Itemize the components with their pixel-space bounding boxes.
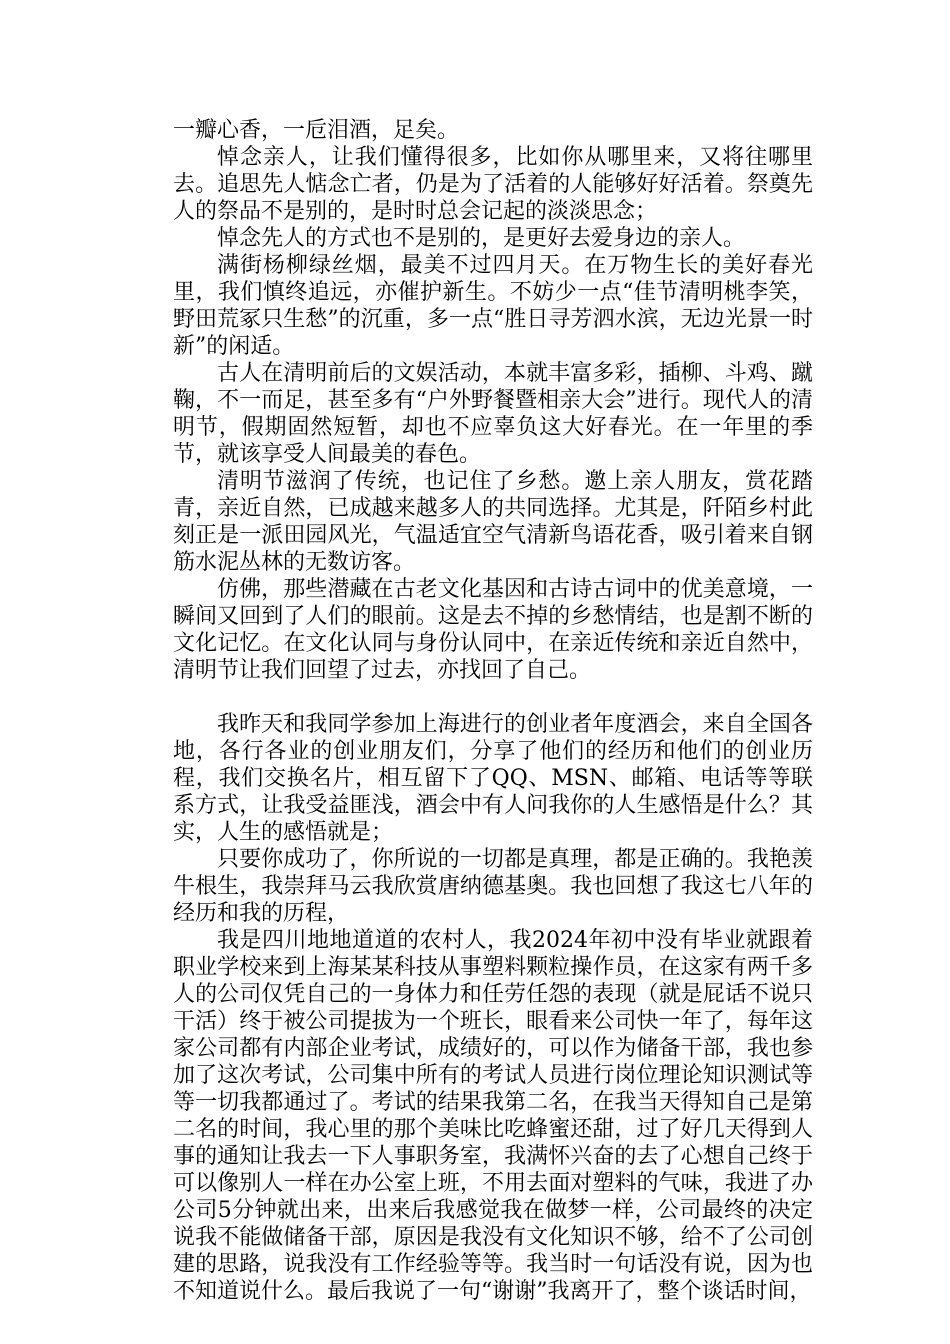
- paragraph-2: 悼念亲人，让我们懂得很多，比如你从哪里来，又将往哪里去。追思先人惦念亡者，仍是为了活着的人能够好好活着。祭奠先人的祭品不是别的，是时时总会记起的淡淡思念；: [173, 145, 813, 224]
- paragraph-8: 我昨天和我同学参加上海进行的创业者年度酒会，来自全国各地，各行各业的创业朋友们，分享了他们的经历和他们的创业历程，我们交换名片，相互留下了QQ、MSN、邮箱、电话等等联系方式，让我受益匪浅，酒会中有人问我你的人生感悟是什么？其实，人生的感悟就是；: [173, 712, 813, 845]
- paragraph-5: 古人在清明前后的文娱活动，本就丰富多彩，插柳、斗鸡、蹴鞠，不一而足，甚至多有“户外野餐暨相亲大会”进行。现代人的清明节，假期固然短暂，却也不应辜负这大好春光。在一年里的季节，就该享受人间最美的春色。: [173, 361, 813, 467]
- paragraph-7: 仿佛，那些潜藏在古老文化基因和古诗古词中的优美意境，一瞬间又回到了人们的眼前。这是去不掉的乡愁情结，也是割不断的文化记忆。在文化认同与身份认同中，在亲近传统和亲近自然中，清明节让我们回望了过去，亦找回了自己。: [173, 577, 813, 683]
- document-body: [173, 117, 813, 1305]
- paragraph-9: 只要你成功了，你所说的一切都是真理，都是正确的。我艳羡牛根生，我崇拜马云我欣赏唐纳德基奥。我也回想了我这七八年的经历和我的历程，: [173, 847, 813, 926]
- paragraph-4: 满街杨柳绿丝烟，最美不过四月天。在万物生长的美好春光里，我们慎终追远，亦催护新生。不妨少一点“佳节清明桃李笑，野田荒冢只生愁”的沉重，多一点“胜日寻芳泗水滨，无边光景一时新”的闲适。: [173, 253, 813, 359]
- paragraph-1: 一瓣心香，一卮泪酒，足矣。: [173, 118, 460, 143]
- paragraph-3: 悼念先人的方式也不是别的，是更好去爱身边的亲人。: [217, 226, 746, 251]
- section-gap: [173, 684, 813, 711]
- paragraph-6: 清明节滋润了传统，也记住了乡愁。邀上亲人朋友，赏花踏青，亲近自然，已成越来越多人的共同选择。尤其是，阡陌乡村此刻正是一派田园风光，气温适宜空气清新鸟语花香，吸引着来自钢筋水泥丛林的无数访客。: [173, 469, 813, 575]
- paragraph-10: 我是四川地地道道的农村人，我2024年初中没有毕业就跟着职业学校来到上海某某科技从事塑料颗粒操作员，在这家有两千多人的公司仅凭自己的一身体力和任劳任怨的表现（就是屁话不说只干活）终于被公司提拔为一个班长，眼看来公司快一年了，每年这家公司都有内部企业考试，成绩好的，可以作为储备干部，我也参加了这次考试，公司集中所有的考试人员进行岗位理论知识测试等等一切我都通过了。考试的结果我第二名，在我当天得知自己是第二名的时间，我心里的那个美味比吃蜂蜜还甜，过了好几天得到人事的通知让我去一下人事职务室，我满怀兴奋的去了心想自己终于可以像别人一样在办公室上班，不用去面对塑料的气味，我进了办公司5分钟就出来，出来后我感觉我在做梦一样，公司最终的决定说我不能做储备干部，原因是我没有文化知识不够，给不了公司创建的思路，说我没有工作经验等等。我当时一句话没有说，因为也不知道说什么。最后我说了一句“谢谢”我离开了，整个谈话时间，: [173, 928, 813, 1304]
